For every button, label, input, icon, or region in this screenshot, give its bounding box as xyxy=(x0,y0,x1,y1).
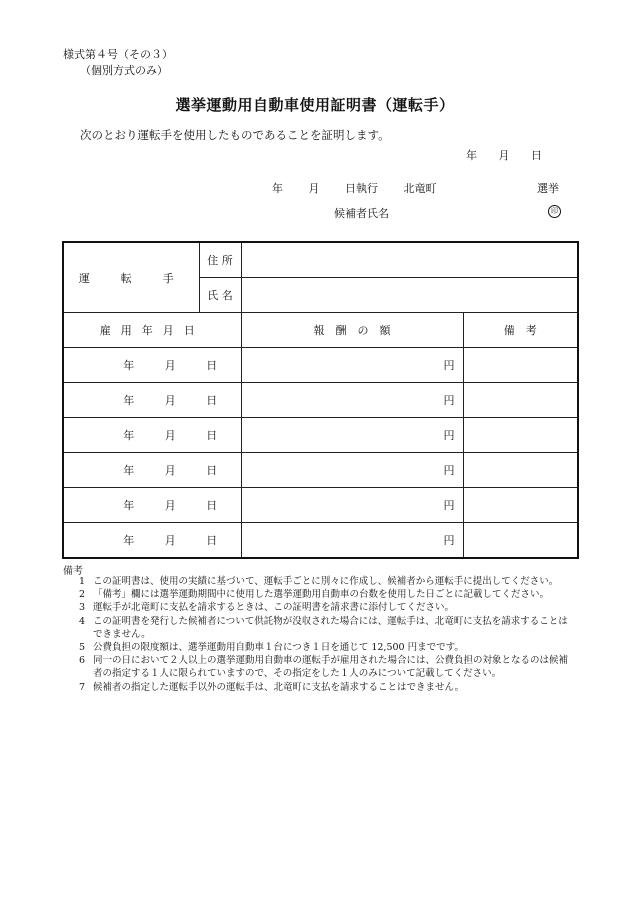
form-number: 様式第４号（その３） xyxy=(63,48,173,61)
list-item xyxy=(63,641,573,654)
table-row xyxy=(63,418,578,453)
name-label: 氏 名 xyxy=(199,278,241,313)
name-field[interactable] xyxy=(241,278,578,313)
election-suffix: 選挙 xyxy=(537,182,559,195)
list-item xyxy=(63,601,573,614)
note-text: 「備考」欄には選挙運動期間中に使用した選挙運動用自動車の台数を使用した日ごとに記載してください。 xyxy=(93,589,550,601)
month-label: 月 xyxy=(164,394,176,407)
seal-mark: 印 xyxy=(548,205,561,218)
month-label: 月 xyxy=(164,359,176,372)
election-month: 月 xyxy=(308,182,320,195)
table-row xyxy=(63,523,578,559)
year-label: 年 xyxy=(123,534,135,547)
note-text: 同一の日において２人以上の選挙運動用自動車の運転手が雇用された場合には、公費負担の対象となるのは候補者の指定する１人に限られていますので、その指定をした１人のみについて記載してください。 xyxy=(93,655,569,680)
list-item xyxy=(63,654,573,680)
year-label: 年 xyxy=(123,499,135,512)
pay-amount-cell[interactable]: 円 xyxy=(241,418,463,453)
pay-amount-cell[interactable]: 円 xyxy=(241,488,463,523)
note-number: 1 xyxy=(78,576,85,587)
remarks-cell[interactable] xyxy=(463,383,578,418)
candidate-name-label: 候補者氏名 xyxy=(334,207,389,220)
year-label: 年 xyxy=(123,464,135,477)
year-label: 年 xyxy=(123,429,135,442)
table-row xyxy=(63,383,578,418)
pay-amount-cell[interactable]: 円 xyxy=(241,523,463,559)
address-label: 住 所 xyxy=(199,242,241,278)
document-title: 選挙運動用自動車使用証明書（運転手） xyxy=(175,96,455,114)
employ-date-cell[interactable] xyxy=(63,523,241,559)
day-label: 日 xyxy=(206,394,218,407)
employ-date-header: 雇用年月日 xyxy=(63,313,241,348)
remarks-cell[interactable] xyxy=(463,418,578,453)
election-day-exec: 日執行 xyxy=(345,182,378,195)
note-text: 公費負担の限度額は、選挙運動用自動車１台につき１日を通じて 12,500 円までです。 xyxy=(93,642,464,654)
note-number: 2 xyxy=(78,589,85,601)
list-item xyxy=(63,575,573,588)
issue-date-line: 年 月 日 xyxy=(466,149,542,162)
note-number: 7 xyxy=(78,681,85,693)
election-year: 年 xyxy=(272,182,283,195)
month-label: 月 xyxy=(164,534,176,547)
pay-amount-cell[interactable]: 円 xyxy=(241,383,463,418)
note-text: この証明書は、使用の実績に基づいて、運転手ごとに別々に作成し、候補者から運転手に提出してください。 xyxy=(93,576,559,587)
remarks-cell[interactable] xyxy=(463,453,578,488)
remarks-cell[interactable] xyxy=(463,523,578,559)
election-town: 北竜町 xyxy=(403,182,437,195)
driver-label: 運 転 手 xyxy=(63,242,199,313)
notes-list xyxy=(63,575,573,694)
employ-date-cell[interactable] xyxy=(63,418,241,453)
list-item xyxy=(63,681,573,694)
note-text: 候補者の指定した運転手以外の運転手は、北竜町に支払を請求することはできません。 xyxy=(93,681,465,693)
address-field[interactable] xyxy=(241,242,578,278)
note-text: この証明書を発行した候補者について供託物が没収された場合には、運転手は、北竜町に支払を請求することはできません。 xyxy=(93,615,568,640)
pay-amount-cell[interactable]: 円 xyxy=(241,453,463,488)
remarks-cell[interactable] xyxy=(463,348,578,383)
month-label: 月 xyxy=(164,464,176,477)
driver-table xyxy=(62,241,579,559)
list-item xyxy=(63,615,573,641)
pay-amount-cell[interactable]: 円 xyxy=(241,348,463,383)
day-label: 日 xyxy=(206,429,218,442)
note-number: 5 xyxy=(78,642,85,654)
address-row xyxy=(63,242,578,278)
month-label: 月 xyxy=(164,499,176,512)
column-header-row xyxy=(63,313,578,348)
pay-amount-header: 報 酬 の 額 xyxy=(241,313,463,348)
note-text: 運転手が北竜町に支払を請求するときは、この証明書を請求書に添付してください。 xyxy=(93,602,455,614)
table-row xyxy=(63,348,578,383)
year-label: 年 xyxy=(123,394,135,407)
day-label: 日 xyxy=(206,499,218,512)
employ-date-cell[interactable] xyxy=(63,488,241,523)
table-row xyxy=(63,488,578,523)
certification-statement: 次のとおり運転手を使用したものであることを証明します。 xyxy=(80,128,390,142)
note-number: 4 xyxy=(78,615,85,627)
list-item xyxy=(63,588,573,601)
form-subnote: （個別方式のみ） xyxy=(80,64,168,77)
note-number: 6 xyxy=(78,655,85,667)
day-label: 日 xyxy=(206,534,218,547)
day-label: 日 xyxy=(206,359,218,372)
remarks-cell[interactable] xyxy=(463,488,578,523)
remarks-header: 備 考 xyxy=(463,313,578,348)
election-info-line xyxy=(272,180,459,196)
month-label: 月 xyxy=(164,429,176,442)
year-label: 年 xyxy=(123,359,135,372)
employ-date-cell[interactable] xyxy=(63,348,241,383)
employ-date-cell[interactable] xyxy=(63,453,241,488)
day-label: 日 xyxy=(206,464,218,477)
table-row xyxy=(63,453,578,488)
employ-date-cell[interactable] xyxy=(63,383,241,418)
note-number: 3 xyxy=(78,602,85,614)
notes-heading: 備考 xyxy=(63,566,83,577)
